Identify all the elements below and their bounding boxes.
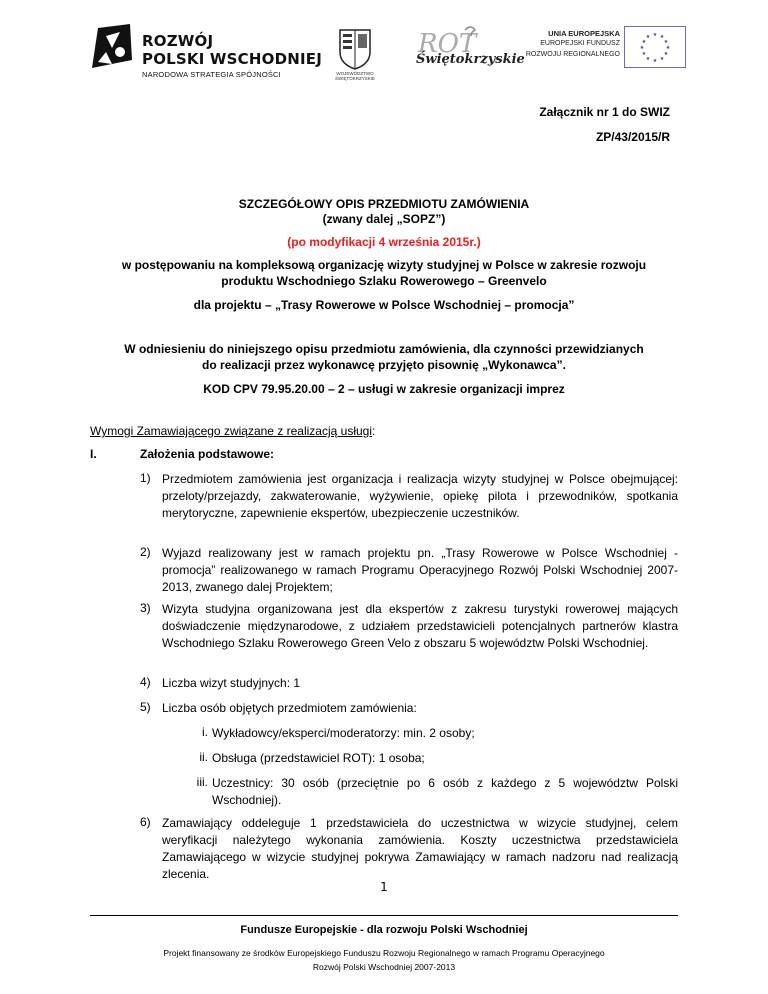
footer-divider: [90, 915, 678, 916]
rpw-emblem-icon: [90, 22, 134, 70]
svg-text:★: ★: [639, 45, 645, 51]
svg-text:★: ★: [663, 39, 669, 45]
svg-text:★: ★: [663, 51, 669, 57]
svg-text:★: ★: [665, 45, 671, 51]
rpw-line3: NARODOWA STRATEGIA SPÓJNOŚCI: [142, 70, 281, 79]
list-item: Liczba osób objętych przedmiotem zamówienia:: [162, 701, 417, 715]
list-item: Wizyta studyjna organizowana jest dla ekspertów z zakresu turystyki rowerowej mających doświadczenie międzynarodowe, z udziałem przedstawicieli potencjalnych partnerów klastra Wschodniego Szlaku Rowerowego Green Velo z obszaru 5 województw Polski Wschodniej.: [162, 602, 678, 650]
svg-text:★: ★: [652, 32, 658, 38]
sub-item-number: ii.: [199, 750, 208, 764]
footer-note-line1: Projekt finansowany ze środków Europejskiego Funduszu Rozwoju Regionalnego w ramach Programu Operacyjnego: [163, 948, 605, 958]
list-item: Liczba wizyt studyjnych: 1: [162, 676, 301, 690]
rot-swietokrzyskie-logo: [410, 22, 525, 76]
list-item-number: 3): [140, 601, 151, 615]
requirements-heading: [90, 424, 375, 438]
svg-text:ROT: ROT: [418, 29, 477, 59]
cpv-code: KOD CPV 79.95.20.00 – 2 – usługi w zakresie organizacji imprez: [203, 382, 565, 396]
rozwoj-polski-wschodniej-logo: [90, 22, 323, 82]
list-item: Przedmiotem zamówienia jest organizacja i realizacja wizyty studyjnej w Polsce obejmującej: przeloty/przejazdy, zakwaterowanie, wyżywienie, opiekę pilota i przewodników, spotkania merytoryczne, zapewnienie ekspertów, ubezpieczenie uczestników.: [162, 472, 678, 520]
svg-text:★: ★: [641, 39, 647, 45]
list-item-number: 1): [140, 471, 151, 485]
list-item-number: 5): [140, 700, 151, 714]
eu-logo: [525, 26, 686, 76]
svg-text:★: ★: [641, 51, 647, 57]
annex-line2: ZP/43/2015/R: [595, 130, 670, 144]
modification-note: (po modyfikacji 4 września 2015r.): [287, 235, 481, 249]
footer-note: [0, 946, 768, 974]
svg-text:★: ★: [652, 58, 658, 64]
ue-line3: ROZWOJU REGIONALNEGO: [525, 51, 620, 58]
title-line3: w postępowaniu na kompleksową organizację wizyty studyjnej w Polsce w zakresie rozwoju: [121, 258, 647, 272]
ue-line2: EUROPEJSKI FUNDUSZ: [540, 40, 620, 47]
sub-item: Uczestnicy: 30 osób (przeciętnie po 6 osób z każdego z 5 województw Polski Wschodniej).: [212, 776, 678, 807]
ue-line1: UNIA EUROPEJSKA: [548, 29, 620, 38]
rpw-line1: ROZWÓJ: [142, 32, 214, 50]
doc-title: SZCZEGÓŁOWY OPIS PRZEDMIOTU ZAMÓWIENIA: [238, 197, 530, 211]
requirements-heading-text: Wymogi Zamawiającego związane z realizacją usługi: [90, 424, 373, 438]
requirements-colon: :: [372, 424, 376, 438]
svg-text:★: ★: [659, 56, 665, 62]
section-title: Założenia podstawowe:: [140, 447, 275, 461]
list-item: Wyjazd realizowany jest w ramach projektu pn. „Trasy Rowerowe w Polsce Wschodniej - promocja” realizowanego w ramach Programu Operacyjnego Rozwój Polski Wschodniej 2007-2013, zwanego dalej Projektem;: [162, 546, 678, 594]
annex-line1: Załącznik nr 1 do SWIZ: [539, 105, 670, 119]
sub-item: Wykładowcy/eksperci/moderatorzy: min. 2 osoby;: [212, 726, 475, 740]
sub-item-number: iii.: [196, 775, 208, 789]
rot-text: Świętokrzyskie: [416, 52, 525, 67]
note-line1: W odniesieniu do niniejszego opisu przedmiotu zamówienia, dla czynności przewidzianych: [124, 342, 644, 356]
title-line4: produktu Wschodniego Szlaku Rowerowego – Greenvelo: [221, 274, 547, 288]
rpw-line2: POLSKI WSCHODNIEJ: [142, 50, 323, 68]
swietokrzyskie-crest-icon: [338, 28, 372, 70]
list-item-number: 6): [140, 815, 151, 829]
list-item: Zamawiający oddeleguje 1 przedstawiciela do uczestnictwa w wizycie studyjnej, celem weryfikacji należytego wykonania zamówienia. Koszty uczestnictwa przedstawiciela Zamawiającego w wizycie studyjnej pokrywa Zamawiający w ramach nadzoru nad realizacją zlecenia.: [162, 816, 678, 881]
page-number: 1: [380, 880, 388, 894]
eu-flag-icon: [624, 26, 686, 68]
section-number: I.: [90, 447, 97, 461]
note-line2: do realizacji przez wykonawcę przyjęto pisownię „Wykonawca”.: [202, 358, 566, 372]
doc-subtitle: (zwany dalej „SOPZ”): [322, 212, 446, 226]
svg-text:★: ★: [645, 56, 651, 62]
sub-item: Obsługa (przedstawiciel ROT): 1 osoba;: [212, 751, 425, 765]
rot-emblem-icon: [410, 22, 490, 76]
sub-item-number: i.: [202, 725, 208, 739]
list-item-number: 2): [140, 545, 151, 559]
crest-caption: WOJEWÓDZTWO ŚWIĘTOKRZYSKIE: [335, 71, 375, 81]
footer-title: Fundusze Europejskie - dla rozwoju Polski Wschodniej: [240, 924, 528, 936]
svg-text:★: ★: [645, 34, 651, 40]
project-line: dla projektu – „Trasy Rowerowe w Polsce Wschodniej – promocja”: [193, 298, 575, 312]
footer-note-line2: Rozwój Polski Wschodniej 2007-2013: [312, 962, 456, 972]
svg-text:★: ★: [659, 34, 665, 40]
list-item-number: 4): [140, 675, 151, 689]
